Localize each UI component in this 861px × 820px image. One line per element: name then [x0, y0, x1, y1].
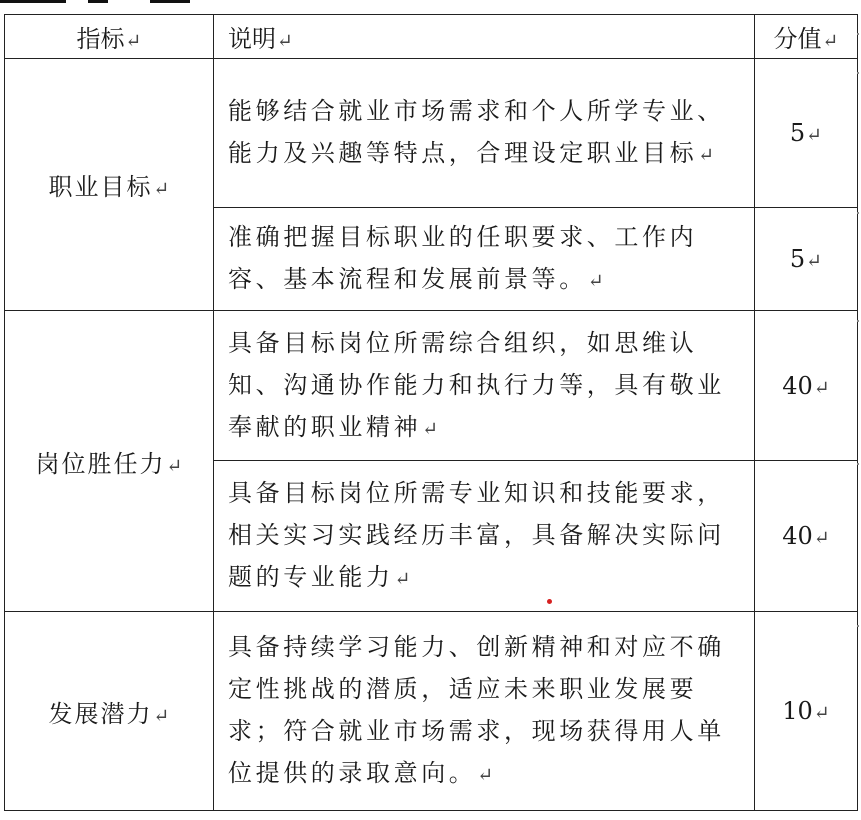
description-cell: [214, 612, 755, 811]
row-end-marker: [857, 212, 859, 214]
paragraph-mark-icon: ↵: [806, 124, 823, 146]
description-cell: [214, 59, 755, 208]
paragraph-mark-icon: ↵: [153, 704, 170, 727]
row-end-marker: [857, 625, 859, 627]
paragraph-mark-icon: ↵: [422, 417, 439, 440]
score-cell: [755, 59, 858, 208]
description-text: 准确把握目标职业的任职要求、工作内容、基本流程和发展前景等。: [228, 223, 698, 293]
top-rule: [0, 0, 861, 14]
description-cell: [214, 461, 755, 612]
row-end-marker: [857, 33, 859, 35]
description-text: 具备持续学习能力、创新精神和对应不确定性挑战的潜质，适应未来职业发展要求；符合就业市场需求，现场获得用人单位提供的录取意向。: [228, 633, 725, 787]
top-rule-segment: [88, 0, 108, 3]
paragraph-mark-icon: ↵: [813, 376, 830, 399]
header-description: 说明: [228, 25, 276, 53]
row-end-marker: [857, 463, 859, 465]
paragraph-mark-icon: ↵: [587, 270, 604, 292]
score-cell: [755, 612, 858, 811]
paragraph-mark-icon: ↵: [698, 144, 715, 166]
paragraph-mark-icon: ↵: [813, 702, 830, 724]
indicator-cell-career-goal: [5, 59, 214, 311]
paragraph-mark-icon: ↵: [477, 764, 494, 786]
evaluation-table: [4, 14, 858, 811]
score-value: 40: [782, 522, 813, 550]
description-cell: [214, 208, 755, 311]
score-cell: [755, 461, 858, 612]
header-description-cell: [214, 15, 755, 59]
indicator-label: 岗位胜任力: [35, 449, 166, 478]
header-score: 分值: [773, 25, 822, 53]
indicator-label: 发展潜力: [48, 699, 153, 728]
row-end-marker: [857, 320, 859, 322]
row-end-marker: [857, 72, 859, 74]
description-cell: [214, 311, 755, 461]
header-score-cell: [755, 15, 858, 59]
paragraph-mark-icon: ↵: [153, 178, 170, 200]
score-value: 40: [782, 371, 813, 400]
score-value: 5: [789, 119, 806, 147]
indicator-label: 职业目标: [48, 173, 153, 201]
paragraph-mark-icon: ↵: [813, 527, 830, 549]
score-value: 5: [789, 245, 806, 273]
paragraph-mark-icon: ↵: [822, 30, 839, 52]
description-text: 具备目标岗位所需综合组织，如思维认知、沟通协作能力和执行力等，具有敬业奉献的职业精神: [228, 328, 725, 441]
indicator-cell-development-potential: [5, 612, 214, 811]
paragraph-mark-icon: ↵: [277, 30, 293, 52]
top-rule-segment: [0, 0, 66, 3]
score-cell: [755, 208, 858, 311]
description-text: 能够结合就业市场需求和个人所学专业、能力及兴趣等特点，合理设定职业目标: [228, 97, 725, 167]
paragraph-mark-icon: ↵: [125, 30, 142, 52]
table-row: [5, 311, 858, 461]
header-row: [5, 15, 858, 59]
paragraph-mark-icon: ↵: [394, 568, 411, 590]
table-row: [5, 612, 858, 811]
table-row: [5, 59, 858, 208]
paragraph-mark-icon: ↵: [806, 250, 823, 272]
cursor-dot: [547, 599, 552, 604]
indicator-cell-job-competency: [5, 311, 214, 612]
header-indicator-cell: [5, 15, 214, 59]
paragraph-mark-icon: ↵: [166, 454, 183, 477]
score-cell: [755, 311, 858, 461]
score-value: 10: [782, 697, 813, 725]
top-rule-segment: [150, 0, 190, 3]
description-text: 具备目标岗位所需专业知识和技能要求，相关实习实践经历丰富，具备解决实际问题的专业能力: [228, 479, 725, 591]
header-indicator: 指标: [76, 25, 125, 53]
